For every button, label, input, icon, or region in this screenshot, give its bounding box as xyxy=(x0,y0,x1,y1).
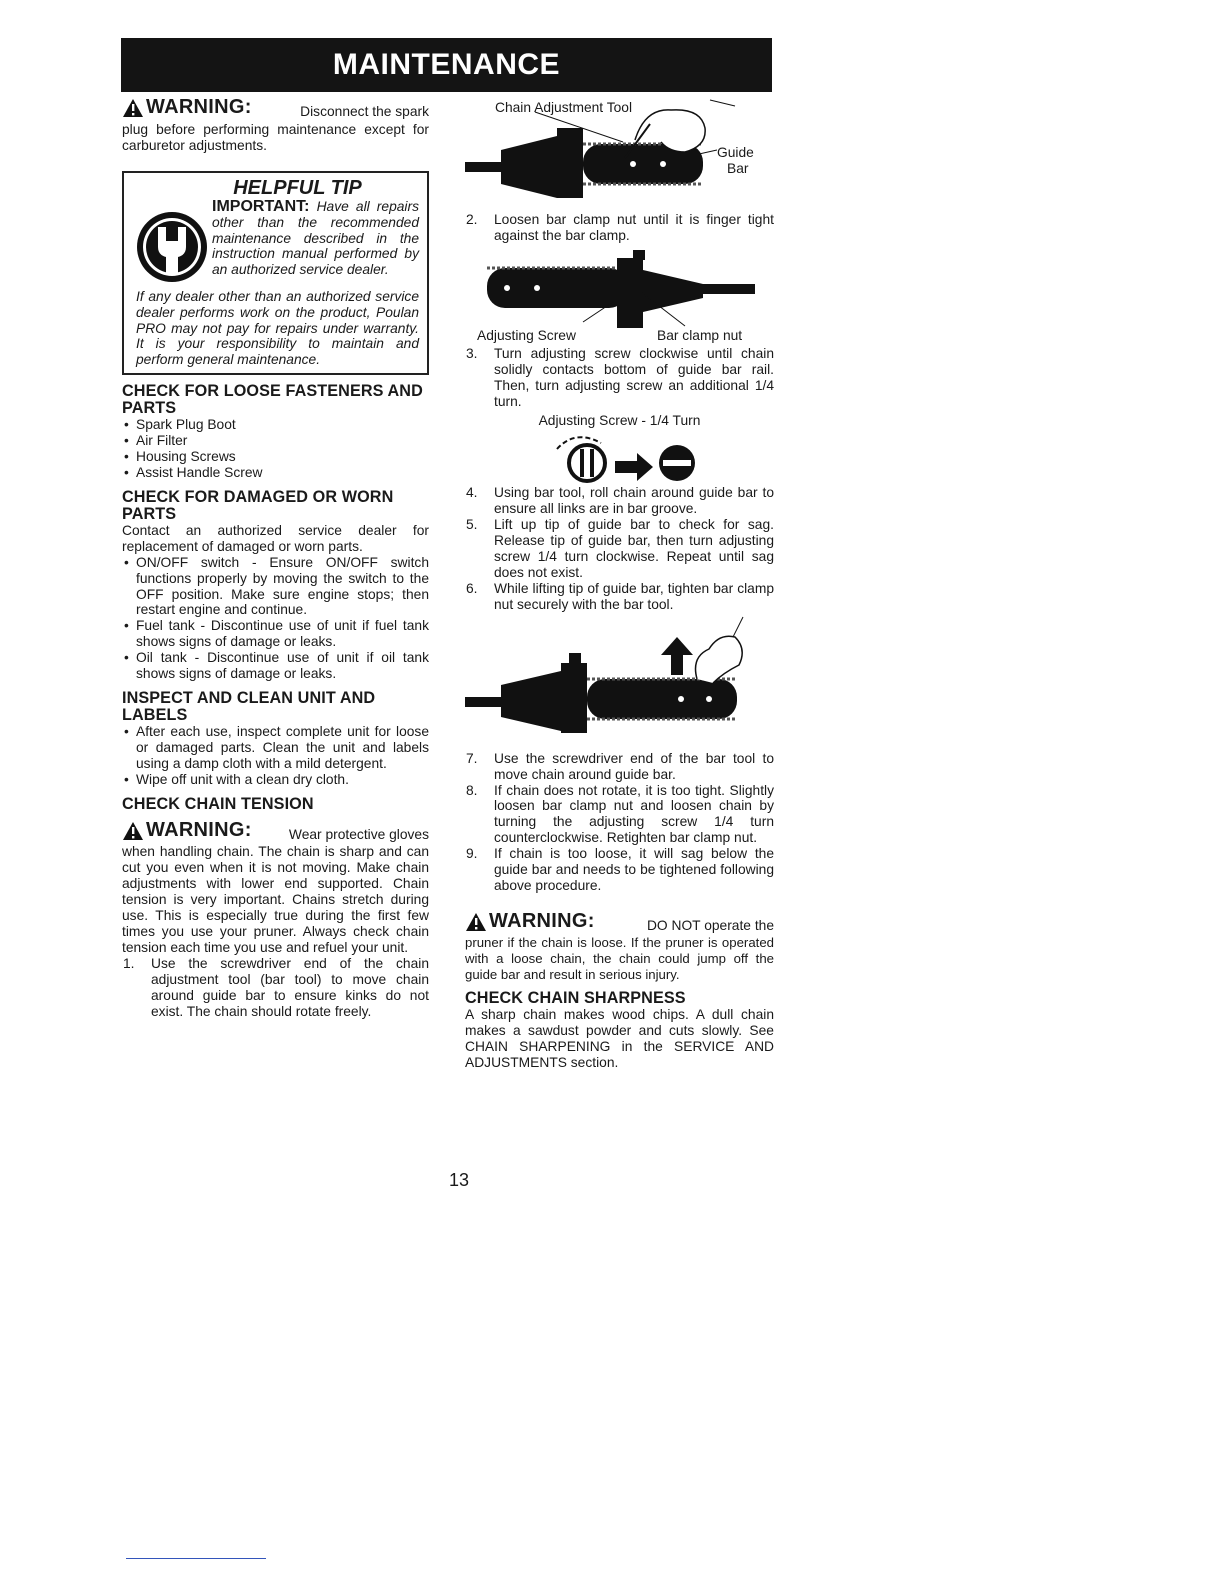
step-text: Use the screwdriver end of the chain adjustment tool (bar tool) to move chain around guide bar to ensure kinks do not exist. The chain should rotate freely. xyxy=(151,955,429,1019)
helpful-tip-box xyxy=(122,171,429,376)
step-text: While lifting tip of guide bar, tighten bar clamp nut securely with the bar tool. xyxy=(494,580,774,612)
step-number: 7. xyxy=(466,750,478,766)
warning-disconnect xyxy=(122,98,429,154)
steps-2 xyxy=(465,212,774,244)
list-item: • After each use, inspect complete unit for loose or damaged parts. Clean the unit and labels using a damp cloth with a mild detergent. xyxy=(122,724,429,772)
sharpness-text: A sharp chain makes wood chips. A dull chain makes a sawdust powder and cuts slowly. See CHAIN SHARPENING in the SERVICE AND ADJUSTMENTS section. xyxy=(465,1007,774,1070)
steps-3 xyxy=(465,346,774,410)
step-number: 2. xyxy=(466,212,478,227)
bar-clamp-illustration xyxy=(465,244,765,330)
step-number: 8. xyxy=(466,782,478,798)
heading-inspect-clean: INSPECT AND CLEAN UNIT AND LABELS xyxy=(122,688,376,724)
caption-quarter-turn: Adjusting Screw - 1/4 Turn xyxy=(538,413,701,429)
step-number: 4. xyxy=(466,485,478,501)
list-item: • ON/OFF switch - Ensure ON/OFF switch functions properly by moving the switch to the OFF position. Make sure engine stops; then restart engine and continue. xyxy=(122,555,429,619)
step-text: Lift up tip of guide bar to check for sag. Release tip of guide bar, then turn adjusting screw 1/4 turn clockwise. Repeat until sag does not exist. xyxy=(494,517,774,580)
step-item xyxy=(465,485,774,517)
step-item xyxy=(465,783,774,847)
figure-quarter-turn xyxy=(465,413,774,485)
label-chain-tool: Chain Adjustment Tool xyxy=(495,100,633,115)
list-item: • Fuel tank - Discontinue use of unit if fuel tank shows signs of damage or leaks. xyxy=(122,618,429,650)
step-number: 1. xyxy=(123,955,135,971)
figure-adjustment-tool xyxy=(465,98,774,212)
screw-rotation-icon xyxy=(545,431,715,485)
list-item: • Oil tank - Discontinue use of unit if oil tank shows signs of damage or leaks. xyxy=(122,650,429,682)
figure-lift-tip xyxy=(465,613,774,751)
warning-triangle-icon xyxy=(465,912,487,932)
warning-label: WARNING: xyxy=(146,96,252,119)
loose-fasteners-list xyxy=(122,417,429,481)
warning-inline-text: Wear protective gloves xyxy=(288,826,429,842)
warning-label: WARNING: xyxy=(489,910,595,933)
label-adjusting-screw: Adjusting Screw xyxy=(477,327,576,343)
warning-rest-text: when handling chain. The chain is sharp and can cut you even when it is not moving. Make chain adjustments with lower end supported. Chain tension is very important. Chains stretch during use. This is especially true during the first few times you use your pruner. Always check chain tension each time you use and refuel your unit. xyxy=(122,844,429,955)
warning-triangle-icon xyxy=(122,821,144,841)
heading-loose-fasteners: CHECK FOR LOOSE FASTENERS AND PARTS xyxy=(122,382,423,418)
step-text: Loosen bar clamp nut until it is finger tight against the bar clamp. xyxy=(494,212,774,243)
lift-guide-bar-illustration xyxy=(465,613,765,751)
list-item: • Housing Screws xyxy=(122,449,429,465)
right-column xyxy=(465,98,774,1071)
step-text: Turn adjusting screw clockwise until chain solidly contacts bottom of guide bar rail. Then, turn adjusting screw an additional 1/4 turn. xyxy=(494,345,774,409)
list-item: • Air Filter xyxy=(122,433,429,449)
step-number: 3. xyxy=(466,345,478,361)
page-number: 13 xyxy=(449,1170,470,1190)
wrench-icon xyxy=(136,207,212,289)
figure-adjusting-screw xyxy=(465,244,774,346)
step-item xyxy=(465,517,774,581)
step-text: Use the screwdriver end of the bar tool to move chain around guide bar. xyxy=(494,750,774,782)
damaged-intro: Contact an authorized service dealer for replacement of damaged or worn parts. xyxy=(122,522,429,554)
section-banner: MAINTENANCE xyxy=(121,38,772,92)
heading-chain-sharpness: CHECK CHAIN SHARPNESS xyxy=(465,989,686,1008)
heading-damaged-parts: CHECK FOR DAMAGED OR WORN PARTS xyxy=(122,487,394,523)
step-number: 9. xyxy=(466,846,478,862)
list-item: • Spark Plug Boot xyxy=(122,417,429,433)
warning-gloves xyxy=(122,818,429,956)
step-item xyxy=(465,346,774,410)
steps-4-6 xyxy=(465,485,774,612)
heading-chain-tension: CHECK CHAIN TENSION xyxy=(122,794,314,813)
step-text: If chain is too loose, it will sag below the guide bar and needs to be tightened following above procedure. xyxy=(494,846,774,893)
step-item xyxy=(122,956,429,1020)
step-number: 6. xyxy=(466,580,478,596)
left-column xyxy=(122,98,429,1019)
warning-inline-text: Disconnect the spark xyxy=(300,104,429,119)
label-bar-clamp-nut: Bar clamp nut xyxy=(657,327,743,343)
step-item xyxy=(465,751,774,783)
warning-loose-chain xyxy=(465,912,774,982)
step-number: 5. xyxy=(466,517,478,533)
list-item: • Wipe off unit with a clean dry cloth. xyxy=(122,772,429,788)
tip-title: HELPFUL TIP xyxy=(233,176,362,199)
step-item xyxy=(465,846,774,894)
pruner-head-illustration xyxy=(465,98,765,212)
warning-label: WARNING: xyxy=(146,818,252,841)
warning-rest-text: plug before performing maintenance except for carburetor adjustments. xyxy=(122,121,429,153)
step-item xyxy=(465,581,774,613)
step-item xyxy=(465,212,774,244)
warning-rest-text: pruner if the chain is loose. If the pruner is operated with a loose chain, the chain could jump off the guide bar and result in serious injury. xyxy=(465,935,774,982)
inspect-list xyxy=(122,724,429,788)
warning-triangle-icon xyxy=(122,98,144,118)
tip-important xyxy=(212,199,419,289)
list-item: • Assist Handle Screw xyxy=(122,465,429,481)
damaged-parts-list xyxy=(122,555,429,682)
footer-rule xyxy=(126,1558,266,1559)
steps-7-9 xyxy=(465,751,774,894)
tip-important-text: Have all repairs other than the recommended maintenance described in the instruction manual performed by an authorized service dealer. xyxy=(212,198,419,278)
tip-important-label: IMPORTANT: xyxy=(212,197,310,215)
label-bar: Bar xyxy=(727,161,749,176)
step-text: If chain does not rotate, it is too tight. Slightly loosen bar clamp nut and loosen chain by turning the adjusting screw 1/4 turn counterclockwise. Retighten bar clamp nut. xyxy=(494,782,774,846)
tip-rest-text: If any dealer other than an authorized service dealer performs work on the product, Poulan PRO may not pay for repairs under warranty. It is your responsibility to maintain and perform general maintenance. xyxy=(136,288,419,368)
label-guide: Guide xyxy=(717,145,754,160)
step-text: Using bar tool, roll chain around guide bar to ensure all links are in bar groove. xyxy=(494,485,774,517)
tension-steps xyxy=(122,956,429,1020)
warning-inline-text: DO NOT operate the xyxy=(646,917,774,933)
